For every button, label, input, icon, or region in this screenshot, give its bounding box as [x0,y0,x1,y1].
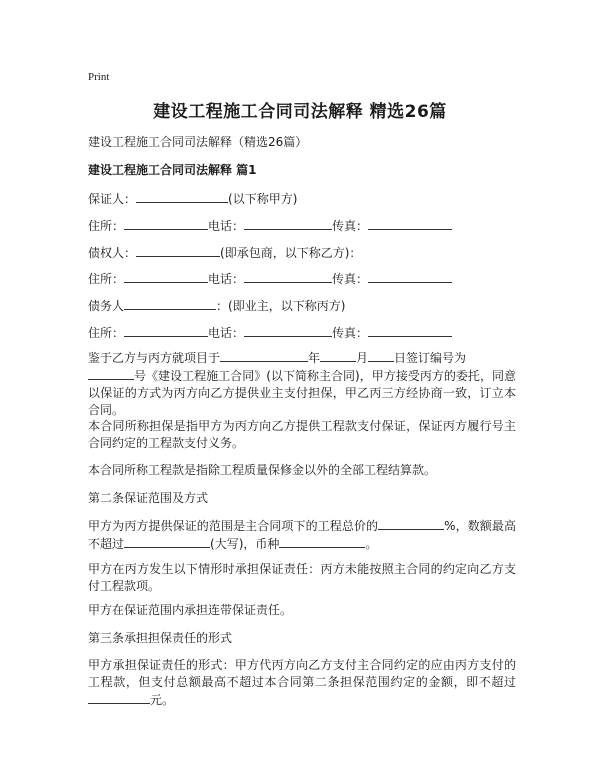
debtor-line [88,297,345,314]
liability-conditions: 甲方在丙方发生以下情形时承担保证责任：丙方未能按照主合同的约定向乙方支付工程款项。 [88,562,516,593]
address-blank[interactable] [124,324,208,337]
joint-liability: 甲方在保证范围内承担连带保证责任。 [88,603,293,617]
print-label[interactable]: Print [88,71,110,83]
guarantor-label: 保证人： [88,192,137,206]
phone-label: 电话： [208,219,245,233]
day-blank[interactable] [368,349,394,362]
article-2-heading: 第二条保证范围及方式 [88,491,209,505]
project-blank[interactable] [220,349,308,362]
address-blank[interactable] [124,217,208,230]
recital-day: 日签订编号为 [394,351,467,365]
guarantee-scope-paragraph [88,517,516,553]
phone-blank[interactable] [244,217,332,230]
scope-text-3: (大写)，币种 [210,537,280,551]
month-blank[interactable] [320,349,356,362]
amount-blank[interactable] [124,535,210,548]
recital-year: 年 [308,351,321,365]
phone-blank[interactable] [244,270,332,283]
address-blank[interactable] [124,270,208,283]
recital-text-2: 号《建设工程施工合同》(以下简称主合同)，甲方接受丙方的委托，同意以保证的方式为丙方向乙方提供业主支付担保，甲乙丙三方经协商一致，订立本合同。 [88,369,516,417]
percentage-blank[interactable] [378,517,444,530]
guarantor-suffix: (以下称甲方) [228,192,298,206]
creditor-label: 债权人： [88,246,137,260]
article-3-heading: 第三条承担担保责任的形式 [88,631,233,645]
debtor-label: 债务人 [88,299,125,313]
address-label: 住所： [88,326,125,340]
currency-blank[interactable] [279,535,365,548]
document-subtitle: 建设工程施工合同司法解释（精选26篇） [88,135,308,149]
address-line-3 [88,324,452,341]
scope-text-4: 。 [365,537,378,551]
scope-text-1: 甲方为丙方提供保证的范围是主合同项下的工程总价的 [88,519,379,533]
document-title: 建设工程施工合同司法解释 精选26篇 [153,102,447,122]
phone-label: 电话： [208,326,245,340]
form-text-2: 元。 [150,693,175,707]
debtor-suffix: ：(即业主，以下称丙方) [216,299,346,313]
guarantee-definition: 本合同所称担保是指甲方为丙方向乙方提供工程款支付保证，保证丙方履行号主合同约定的工程款支付义务。 [88,419,516,450]
address-line-2 [88,270,452,287]
address-label: 住所： [88,219,125,233]
fax-label: 传真： [332,272,369,286]
recital-text-1: 鉴于乙方与丙方就项目于 [88,351,221,365]
creditor-suffix: (即承包商，以下称乙方)： [220,246,362,260]
guarantor-line [88,190,297,207]
section-heading: 建设工程施工合同司法解释 篇1 [88,163,257,177]
creditor-blank[interactable] [136,244,220,257]
fax-blank[interactable] [368,217,452,230]
phone-blank[interactable] [244,324,332,337]
creditor-line [88,244,361,261]
scope-text-2: %，数额最高不超过 [88,519,516,551]
guarantor-blank[interactable] [136,190,228,203]
liability-form-paragraph [88,657,516,709]
address-line-1 [88,217,452,234]
payment-definition: 本合同所称工程款是指除工程质量保修金以外的全部工程结算款。 [88,463,437,477]
fax-label: 传真： [332,326,369,340]
fax-blank[interactable] [368,324,452,337]
max-amount-blank[interactable] [88,691,150,704]
fax-blank[interactable] [368,270,452,283]
contract-no-blank[interactable] [88,367,134,380]
fax-label: 传真： [332,219,369,233]
address-label: 住所： [88,272,125,286]
debtor-blank[interactable] [124,297,216,310]
form-text-1: 甲方承担保证责任的形式：甲方代丙方向乙方支付主合同约定的应由丙方支付的工程款，但支付总额最高不超过本合同第二条担保范围约定的金额，即不超过 [88,658,516,689]
recital-paragraph [88,349,516,419]
phone-label: 电话： [208,272,245,286]
recital-month: 月 [356,351,369,365]
